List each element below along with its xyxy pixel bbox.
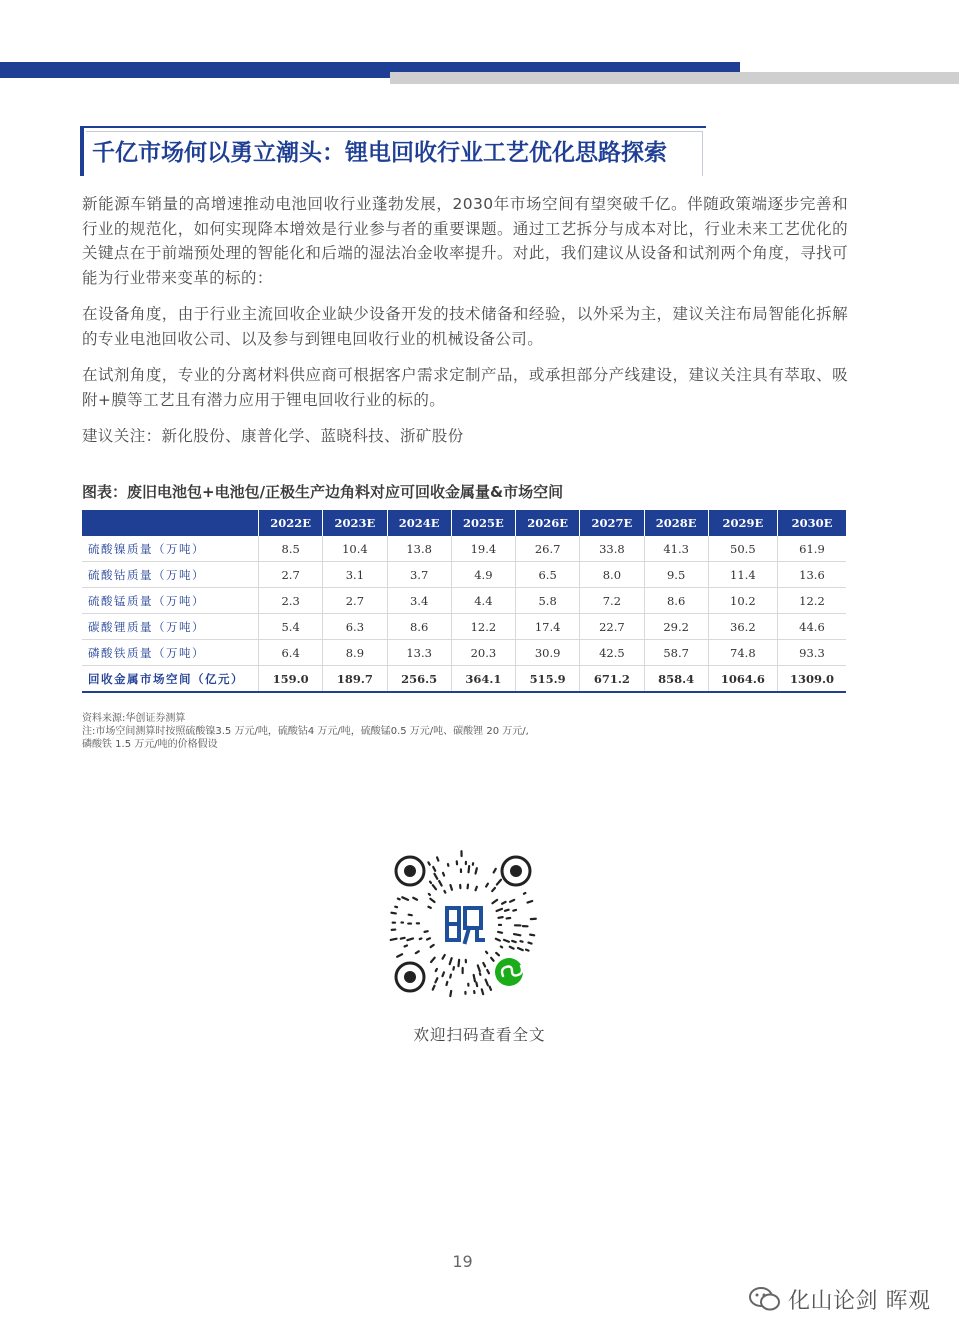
qr-mark [450,975,451,978]
qr-mark [474,975,475,981]
qr-mark [443,873,444,876]
header-cell: 2030E [777,510,846,536]
header-cell: 2029E [708,510,777,536]
row-label: 硫酸镍质量（万吨） [82,536,259,562]
table-row [82,666,846,693]
table-cell: 6.4 [259,640,323,666]
table-cell: 3.1 [323,562,387,588]
table-title: 图表：废旧电池包+电池包/正极生产边角料对应可回收金属量&市场空间 [82,483,564,501]
header-cell: 2024E [387,510,451,536]
paragraph-reagent: 在试剂角度，专业的分离材料供应商可根据客户需求定制产品，或承担部分产线建设，建议关注具有萃取、吸附+膜等工艺且有潜力应用于锂电回收行业的标的。 [82,366,848,409]
qr-mark [416,951,419,953]
mini-program-icon [495,958,523,986]
page-number: 19 [452,1252,473,1271]
table-cell: 9.5 [644,562,708,588]
qr-mark [486,980,488,986]
source-note: 资料来源:华创证券测算 [82,713,186,724]
wechat-watermark [748,1283,931,1315]
watermark-text: 化山论剑 晖观 [788,1288,931,1314]
qr-mark [497,880,501,885]
qr-mark [483,963,485,966]
qr-mark [501,947,502,948]
table-cell: 8.0 [580,562,644,588]
qr-mark [528,943,531,944]
row-label: 磷酸铁质量（万吨） [82,640,259,666]
qr-mark [450,885,452,890]
qr-mark [496,953,499,955]
table-cell: 858.4 [644,666,708,693]
header-cell: 2023E [323,510,387,536]
qr-mark [505,910,509,911]
table-notes [82,712,529,751]
table-cell: 13.8 [387,536,451,562]
table-cell: 256.5 [387,666,451,693]
qr-mark [514,934,520,935]
qr-mark [496,939,500,941]
qr-mark [391,913,395,914]
table-cell: 8.9 [323,640,387,666]
qr-mark [446,982,447,985]
header-cell: 2022E [259,510,323,536]
section-title: 千亿市场何以勇立潮头：锂电回收行业工艺优化思路探索 [92,140,667,166]
qr-mark [429,894,430,895]
table-row [82,640,846,666]
qr-mark [442,972,443,976]
table-cell: 2.7 [323,588,387,614]
qr-mark [530,935,534,936]
qr-mark [425,931,428,932]
row-label: 硫酸钴质量（万吨） [82,562,259,588]
qr-mark [443,955,445,959]
qr-mark [486,952,487,953]
table-cell: 159.0 [259,666,323,693]
qr-mark [510,900,514,902]
table-cell: 1309.0 [777,666,846,693]
table-cell: 4.4 [451,588,515,614]
qr-mark [433,986,435,990]
table-cell: 3.4 [387,588,451,614]
table-cell: 13.3 [387,640,451,666]
qr-mark [510,947,514,949]
recovery-data-table [82,510,846,693]
qr-mark [486,884,488,887]
qr-mark [491,958,493,961]
qr-mark [391,939,397,940]
qr-mark [518,948,523,950]
qr-mark [494,869,496,873]
header-gray-bar [390,72,959,84]
table-cell: 5.8 [516,588,580,614]
qr-mark [431,958,435,962]
qr-mark [398,899,400,900]
qr-mark [428,862,429,864]
header-cell: 2028E [644,510,708,536]
table-cell: 50.5 [708,536,777,562]
table-cell: 364.1 [451,666,515,693]
qr-mark [428,907,430,908]
table-cell: 29.2 [644,614,708,640]
table-cell: 42.5 [580,640,644,666]
qr-mark [513,910,516,911]
header-cell: 2025E [451,510,515,536]
row-label: 碳酸锂质量（万吨） [82,614,259,640]
table-cell: 12.2 [451,614,515,640]
qr-mark [433,867,435,871]
qr-mark [521,941,523,942]
qr-finder-top-right-dot [510,865,522,877]
qr-mark [430,882,431,883]
qr-mark [458,960,459,966]
table-row [82,588,846,614]
table-cell: 8.6 [644,588,708,614]
qr-mark [469,866,470,872]
table-cell: 20.3 [451,640,515,666]
qr-mark [504,940,509,942]
qr-mark [409,915,412,916]
table-cell: 2.3 [259,588,323,614]
assumption-note-2: 磷酸铁 1.5 万元/吨的价格假设 [82,739,218,750]
assumption-note-1: 注:市场空间测算时按照硫酸镍3.5 万元/吨，硫酸钴4 万元/吨，硫酸锰0.5 万元/吨、碳酸锂 20 万元/, [82,726,529,737]
qr-mark [476,887,477,890]
wechat-icon [748,1285,782,1313]
row-label: 回收金属市场空间（亿元） [82,666,259,693]
qr-mark [476,868,477,873]
table-cell: 11.4 [708,562,777,588]
qr-mark [433,885,436,889]
table-row [82,562,846,588]
table-cell: 30.9 [516,640,580,666]
qr-mark [444,891,445,893]
qr-mark [498,917,502,918]
row-label: 硫酸锰质量（万吨） [82,588,259,614]
table-cell: 8.5 [259,536,323,562]
qr-caption: 欢迎扫码查看全文 [413,1026,546,1044]
table-cell: 5.4 [259,614,323,640]
qr-mark [498,932,502,933]
header-cell [82,510,259,536]
table-cell: 189.7 [323,666,387,693]
table-cell: 93.3 [777,640,846,666]
qr-mark [482,989,483,994]
table-cell: 10.4 [323,536,387,562]
qr-mark [502,902,506,904]
table-cell: 74.8 [708,640,777,666]
qr-mark [487,970,489,973]
table-cell: 13.6 [777,562,846,588]
mini-program-qr-code[interactable] [387,848,539,1000]
qr-mark [420,938,422,939]
qr-mark [437,857,438,860]
qr-mark [405,946,407,947]
table-cell: 3.7 [387,562,451,588]
qr-mark [480,973,481,975]
table-cell: 36.2 [708,614,777,640]
table-cell: 17.4 [516,614,580,640]
table-cell: 4.9 [451,562,515,588]
table-cell: 8.6 [387,614,451,640]
qr-mark [524,893,525,894]
qr-mark [490,987,491,990]
table-cell: 22.7 [580,614,644,640]
qr-mark [402,897,408,900]
qr-mark [497,909,502,911]
qr-mark [450,958,452,964]
qr-mark [478,965,480,971]
qr-mark [413,898,417,900]
qr-finder-bottom-left-dot [404,971,416,983]
qr-finder-top-left-dot [404,865,416,877]
table-cell: 19.4 [451,536,515,562]
table-cell: 7.2 [580,588,644,614]
table-cell: 12.2 [777,588,846,614]
table-cell: 33.8 [580,536,644,562]
qr-mark [427,938,430,939]
table-cell: 61.9 [777,536,846,562]
header-cell: 2027E [580,510,644,536]
qr-mark [526,950,529,951]
qr-mark [436,969,437,971]
table-cell: 671.2 [580,666,644,693]
qr-mark [492,888,495,891]
qr-mark [407,938,413,940]
table-cell: 10.2 [708,588,777,614]
qr-mark [434,874,437,879]
paragraph-intro: 新能源车销量的高增速推动电池回收行业蓬勃发展，2030年市场空间有望突破千亿。伴随政策端逐步完善和行业的规范化，如何实现降本增效是行业参与者的重要课题。通过工艺拆分与成本对比，行业未来工艺优化的关键点在于前端预处理的智能化和后端的湿法冶金收率提升。对此，我们建议从设备和试剂两个角度，寻找可能为行业带来变革的标的： [82,195,848,287]
table-cell: 41.3 [644,536,708,562]
paragraph-recommendation: 建议关注：新化股份、康普化学、蓝晓科技、浙矿股份 [82,427,464,445]
qr-mark [401,938,405,939]
table-cell: 515.9 [516,666,580,693]
qr-mark [453,967,454,970]
table-cell: 1064.6 [708,666,777,693]
qr-mark [430,899,434,902]
table-row [82,614,846,640]
qr-mark [435,978,437,982]
table-cell: 6.3 [323,614,387,640]
qr-mark [512,941,516,942]
qr-mark [397,954,402,956]
table-row [82,536,846,562]
table-cell: 44.6 [777,614,846,640]
header-cell: 2026E [516,510,580,536]
qr-mark [450,991,451,996]
table-cell: 58.7 [644,640,708,666]
table-header-row [82,510,846,536]
qr-mark [476,982,477,986]
qr-mark [492,900,497,903]
table-cell: 6.5 [516,562,580,588]
table-cell: 26.7 [516,536,580,562]
paragraph-equipment: 在设备角度，由于行业主流回收企业缺少设备开发的技术储备和经验，以外采为主，建议关注布局智能化拆解的专业电池回收公司、以及参与到锂电回收行业的机械设备公司。 [82,305,848,348]
qr-mark [439,881,441,885]
qr-mark [528,901,533,903]
table-cell: 2.7 [259,562,323,588]
qr-mark [431,945,434,947]
